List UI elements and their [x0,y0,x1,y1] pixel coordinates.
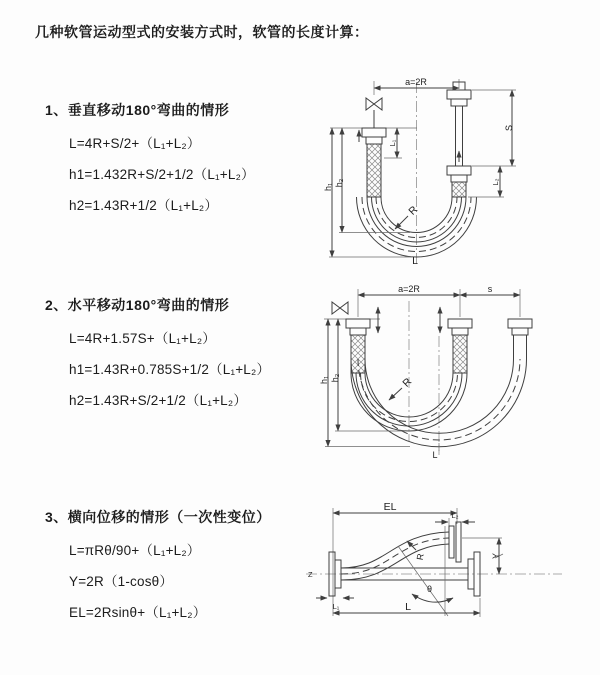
dim-label-s: S [504,124,514,132]
dim-label-h1: h₁ [323,182,333,192]
section-heading: 2、水平移动180°弯曲的情形 [45,297,230,313]
valve-icon [366,98,382,110]
dim-label-y: Y [491,552,501,560]
formula-line: h2=1.43R+1/2（L₁+L₂） [69,198,219,213]
formula-line: L=πRθ/90+（L₁+L₂） [69,543,201,558]
length-label: L [405,601,411,613]
dim-label-h1: h₁ [319,375,329,385]
length-label: L [412,255,418,266]
section-vertical-movement [45,100,255,221]
dim-label-l2: L₂ [451,511,459,520]
formula-line: Y=2R（1-cosθ） [69,574,174,589]
dim-label-el: EL [383,501,397,513]
formula-line: h1=1.43R+0.785S+1/2（L₁+L₂） [69,362,271,377]
section-horizontal-movement [45,295,270,416]
formula-list [45,128,255,221]
lateral-displacement-diagram [300,498,600,650]
angle-label: θ [427,584,433,594]
formula-list [45,535,271,628]
valve-icon [332,302,348,314]
formula-line: h1=1.432R+S/2+1/2（L₁+L₂） [69,167,255,182]
dim-label-a2r: a=2R [405,77,427,87]
dim-label-l1: L₁ [388,139,397,147]
section-heading: 1、垂直移动180°弯曲的情形 [45,102,230,118]
length-label: L [432,450,438,460]
section-lateral-displacement [45,507,271,628]
formula-line: L=4R+S/2+（L₁+L₂） [69,136,201,151]
formula-line: L=4R+1.57S+（L₁+L₂） [69,331,216,346]
dim-label-l1: L₁ [332,602,340,611]
dim-label-s: s [487,284,493,294]
vertical-180-bend-diagram [312,68,594,266]
radius-label: R [400,375,415,390]
formula-list [45,323,270,416]
dim-label-a2r: a=2R [398,284,420,294]
dim-label-l2: L₂ [491,178,500,186]
radius-label: R [406,203,421,218]
dim-label-h2: h₂ [330,373,340,383]
axis-break-label: Z [308,570,313,579]
formula-line: h2=1.43R+S/2+1/2（L₁+L₂） [69,393,248,408]
formula-line: EL=2Rsinθ+（L₁+L₂） [69,605,207,620]
page-title: 几种软管运动型式的安装方式时，软管的长度计算： [35,24,369,40]
dim-label-h2: h₂ [334,178,344,188]
horizontal-180-bend-diagram [310,281,595,461]
section-heading: 3、横向位移的情形（一次性变位） [45,509,271,525]
radius-label: R [414,552,426,561]
